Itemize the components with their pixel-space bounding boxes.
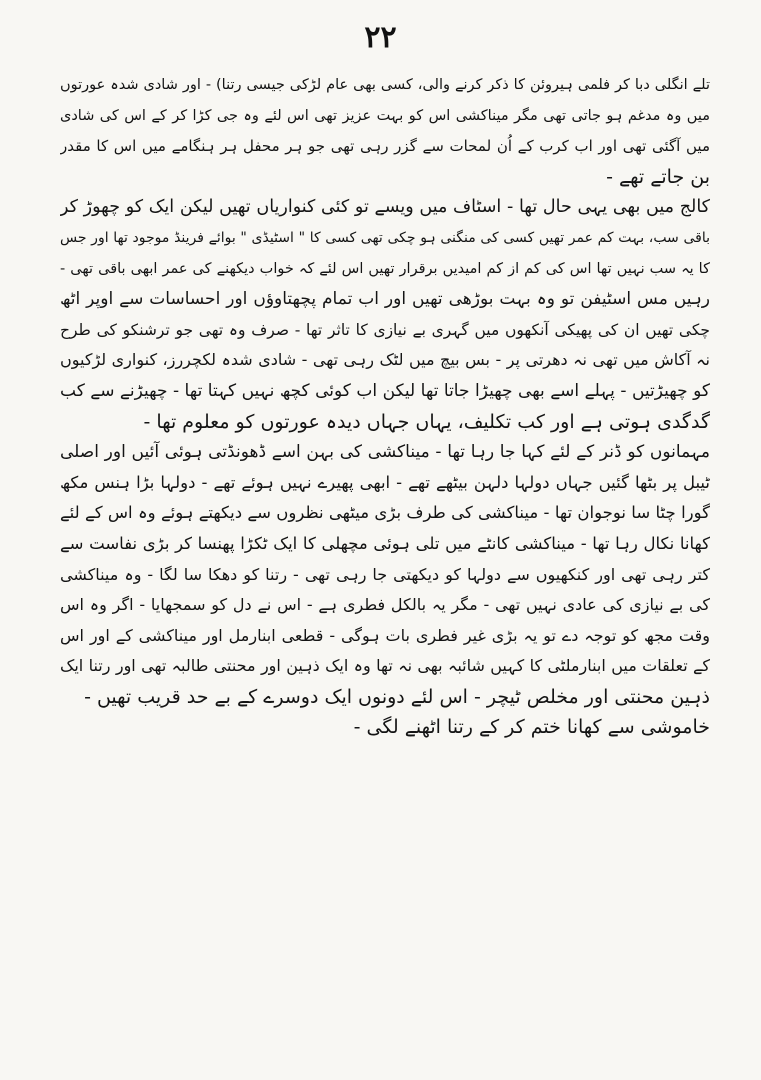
text-line: کالج میں بھی یہی حال تھا - اسٹاف میں ویسے تو کئی کنواریاں تھیں لیکن ایک کو چھوڑ کر (60, 197, 710, 218)
text-line: کو چھیڑتیں - پہلے اسے بھی چھیڑا جاتا تھا لیکن اب کوئی کچھ نہیں کہتا تھا - چھیڑنے سے کب (60, 380, 710, 401)
text-line: کھانا نکال رہا تھا - میناکشی کانٹے میں تلی ہوئی مچھلی کا ایک ٹکڑا پھنسا کر بڑی نفاست سے (60, 533, 710, 553)
body-text (60, 70, 710, 743)
text-line: تلے انگلی دبا کر فلمی ہیروئن کا ذکر کرنے والی، کسی بھی عام لڑکی جیسی رتنا) - اور شادی شدہ عورتوں (60, 77, 710, 93)
text-line: گدگدی ہوتی ہے اور کب تکلیف، یہاں جہاں دیدہ عورتوں کو معلوم تھا - (143, 410, 710, 433)
text-line: کی بے نیازی کی عادی نہیں تھی - مگر یہ بالکل فطری ہے - اس نے دل کو سمجھایا - اگر وہ اس (60, 595, 710, 615)
text-line: نہ آکاش میں تھی نہ دھرتی پر - بس بیچ میں لٹک رہی تھی - شادی شدہ لکچررز، کنواری لڑکیوں (60, 350, 710, 370)
text-line: باقی سب، بہت کم عمر تھیں کسی کی منگنی ہو چکی تھی کسی کا " اسٹیڈی " بوائے فرینڈ موجود تھا اور جس (60, 229, 710, 246)
text-line: کے تعلقات میں ابنارملٹی کا کہیں شائبہ بھی نہ تھا وہ ایک ذہین اور محنتی طالبہ تھی اور رتنا ایک (60, 656, 710, 676)
text-line: میں آگئی تھی اور اب کرب کے اُن لمحات سے گزر رہی تھی جو ہر محفل ہر ہنگامے میں اس کا مقدر (60, 137, 710, 156)
text-line: بن جاتے تھے - (606, 165, 710, 188)
text-line: کتر رہی تھی اور کنکھیوں سے دولہا کو دیکھتی جا رہی تھی - رتنا کو دھکا سا لگا - وہ میناکشی (60, 564, 710, 584)
text-line: گورا چٹا سا نوجوان تھا - میناکشی کی طرف بڑی میٹھی نظروں سے دیکھتے ہوئے وہ اس کے لئے (60, 503, 710, 523)
text-line: میں وہ مدغم ہو جاتی تھی مگر میناکشی اس کو بہت عزیز تھی اس لئے وہ جی کڑا کر کے اس کی شادی (60, 107, 710, 124)
text-line: ذہین محنتی اور مخلص ٹیچر - اس لئے دونوں ایک دوسرے کے بے حد قریب تھیں - (84, 685, 710, 708)
text-line: ٹیبل پر بٹھا گئیں جہاں دولہا دلہن بیٹھے تھے - ابھی پھیرے نہیں ہوئے تھے - دولہا بڑا ہنس مکھ (60, 472, 710, 492)
text-line: وقت مجھ کو توجہ دے تو یہ بڑی غیر فطری بات ہوگی - قطعی ابنارمل اور میناکشی کے اور اس (60, 625, 710, 645)
text-line: چکی تھیں ان کی پھیکی آنکھوں میں گہری بے نیازی کا تاثر تھا - صرف وہ تھی جو ترشنکو کی طرح (60, 320, 710, 339)
text-line: خاموشی سے کھانا ختم کر کے رتنا اٹھنے لگی - (353, 716, 710, 739)
text-line: کا یہ سب نہیں تھا اس کی کم از کم امیدیں برقرار تھیں اس لئے کہ خواب دیکھنے کی عمر ابھی باقی تھی - (60, 260, 710, 277)
text-line: رہیں مس اسٹیفن تو وہ بہت بوڑھی تھیں اور اب تمام پچھتاوؤں اور احساسات سے اوپر اٹھ (60, 289, 710, 310)
text-line: مہمانوں کو ڈنر کے لئے کہا جا رہا تھا - میناکشی کی بہن اسے ڈھونڈتی ہوئی آئیں اور اصلی (60, 442, 710, 463)
page-number: ۲۲ (364, 20, 397, 55)
